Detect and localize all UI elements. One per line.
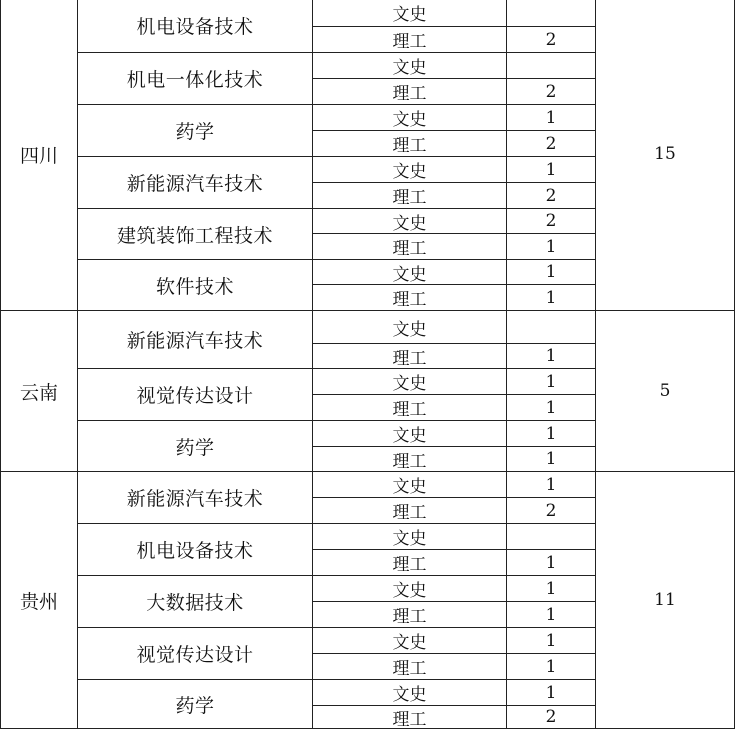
subject-type-cell-text: 文史 <box>392 529 427 549</box>
major-name-cell <box>78 209 313 260</box>
subject-type-cell <box>313 654 507 680</box>
subject-type-cell <box>313 550 507 576</box>
plan-count-cell <box>507 157 596 183</box>
province-name-cell <box>0 0 78 311</box>
plan-count-cell-text: 1 <box>545 474 557 495</box>
province-total-cell-text: 5 <box>659 381 671 401</box>
plan-count-cell <box>507 395 596 421</box>
subject-type-cell-text: 理工 <box>392 290 427 310</box>
subject-type-cell <box>313 260 507 285</box>
major-name-cell-text: 机电一体化技术 <box>126 69 264 91</box>
subject-type-cell <box>313 524 507 550</box>
plan-count-cell <box>507 421 596 447</box>
subject-type-cell-text: 文史 <box>392 685 427 705</box>
subject-type-cell <box>313 602 507 628</box>
plan-count-cell <box>507 311 596 344</box>
subject-type-cell-text: 理工 <box>392 709 427 730</box>
subject-type-cell <box>313 131 507 157</box>
plan-count-cell-text: 2 <box>545 133 557 154</box>
province-name-cell-text: 贵州 <box>19 590 58 613</box>
subject-type-cell-text: 文史 <box>392 581 427 601</box>
major-name-cell-text: 机电设备技术 <box>136 15 254 38</box>
subject-type-cell-text: 文史 <box>392 264 427 285</box>
subject-type-cell <box>313 395 507 421</box>
plan-count-cell-text: 1 <box>545 371 557 392</box>
subject-type-cell <box>313 344 507 369</box>
plan-count-cell <box>507 524 596 550</box>
major-name-cell <box>78 524 313 576</box>
major-name-cell <box>78 421 313 472</box>
plan-count-cell-text: 1 <box>545 107 557 128</box>
major-name-cell-text: 药学 <box>175 436 215 459</box>
subject-type-cell-text: 理工 <box>392 555 427 575</box>
major-name-cell-text: 新能源汽车技术 <box>126 330 264 352</box>
plan-count-cell-text: 1 <box>545 656 557 677</box>
subject-type-cell-text: 文史 <box>392 4 427 25</box>
plan-count-cell-text: 1 <box>545 236 557 257</box>
subject-type-cell <box>313 27 507 53</box>
plan-count-cell-text: 1 <box>545 423 557 444</box>
subject-type-cell-text: 理工 <box>392 84 427 104</box>
subject-type-cell-text: 文史 <box>392 58 427 78</box>
subject-type-cell <box>313 0 507 27</box>
plan-count-cell <box>507 472 596 498</box>
major-name-cell-text: 新能源汽车技术 <box>126 173 264 195</box>
province-total-cell-text: 15 <box>654 144 676 164</box>
major-name-cell-text: 机电设备技术 <box>136 540 254 562</box>
major-name-cell <box>78 576 313 628</box>
province-name-cell <box>0 311 78 472</box>
province-name-cell-text: 云南 <box>19 381 58 404</box>
subject-type-cell-text: 文史 <box>392 213 427 234</box>
plan-count-cell-text: 1 <box>545 552 557 573</box>
major-name-cell-text: 药学 <box>175 694 215 717</box>
major-name-cell-text: 视觉传达设计 <box>136 385 254 407</box>
plan-count-cell <box>507 344 596 369</box>
plan-count-cell <box>507 550 596 576</box>
major-name-cell <box>78 680 313 729</box>
subject-type-cell-text: 文史 <box>392 477 427 497</box>
plan-count-cell <box>507 260 596 285</box>
subject-type-cell <box>313 498 507 524</box>
subject-type-cell <box>313 369 507 395</box>
major-name-cell <box>78 0 313 53</box>
subject-type-cell <box>313 628 507 654</box>
subject-type-cell-text: 理工 <box>392 503 427 523</box>
plan-count-cell <box>507 105 596 131</box>
plan-count-cell-text: 1 <box>545 449 557 469</box>
plan-count-cell <box>507 680 596 706</box>
subject-type-cell-text: 理工 <box>392 451 427 472</box>
plan-count-cell <box>507 27 596 53</box>
province-total-cell <box>596 0 735 311</box>
plan-count-cell <box>507 706 596 729</box>
plan-count-cell <box>507 131 596 157</box>
plan-count-cell <box>507 53 596 79</box>
subject-type-cell <box>313 706 507 729</box>
major-name-cell-text: 大数据技术 <box>146 592 244 614</box>
plan-count-cell-text: 1 <box>545 287 557 308</box>
subject-type-cell <box>313 183 507 209</box>
subject-type-cell <box>313 311 507 344</box>
subject-type-cell-text: 文史 <box>392 426 427 446</box>
subject-type-cell <box>313 680 507 706</box>
subject-type-cell-text: 理工 <box>392 400 427 420</box>
plan-count-cell-text: 2 <box>545 500 557 521</box>
subject-type-cell-text: 文史 <box>392 633 427 653</box>
major-name-cell <box>78 53 313 105</box>
plan-count-cell <box>507 285 596 311</box>
subject-type-cell-text: 理工 <box>392 188 427 208</box>
plan-count-cell-text: 1 <box>545 262 557 282</box>
subject-type-cell <box>313 53 507 79</box>
plan-count-cell-text: 2 <box>545 707 557 727</box>
subject-type-cell <box>313 447 507 472</box>
major-name-cell-text: 药学 <box>175 121 215 143</box>
subject-type-cell <box>313 285 507 311</box>
province-total-cell <box>596 472 735 729</box>
major-name-cell-text: 建筑装饰工程技术 <box>116 224 273 247</box>
plan-count-cell-text: 1 <box>545 397 557 418</box>
subject-type-cell-text: 理工 <box>392 32 427 52</box>
subject-type-cell <box>313 234 507 260</box>
plan-count-cell <box>507 602 596 628</box>
subject-type-cell-text: 文史 <box>392 162 427 182</box>
subject-type-cell-text: 理工 <box>392 239 427 259</box>
plan-count-cell-text: 1 <box>545 578 557 599</box>
plan-count-cell <box>507 79 596 105</box>
subject-type-cell-text: 理工 <box>392 348 427 369</box>
major-name-cell <box>78 628 313 680</box>
major-name-cell <box>78 472 313 524</box>
plan-count-cell <box>507 209 596 234</box>
major-name-cell <box>78 260 313 311</box>
plan-count-cell-text: 1 <box>545 604 557 625</box>
plan-count-cell-text: 2 <box>545 29 557 50</box>
major-name-cell-text: 视觉传达设计 <box>136 644 254 666</box>
major-name-cell <box>78 157 313 209</box>
subject-type-cell <box>313 157 507 183</box>
major-name-cell <box>78 311 313 369</box>
plan-count-cell <box>507 183 596 209</box>
plan-count-cell-text: 1 <box>545 630 557 651</box>
province-name-cell-text: 四川 <box>19 144 58 167</box>
major-name-cell-text: 新能源汽车技术 <box>126 488 264 510</box>
major-name-cell <box>78 369 313 421</box>
plan-count-cell-text: 2 <box>545 185 557 206</box>
plan-count-cell-text: 1 <box>545 682 557 703</box>
plan-count-cell <box>507 628 596 654</box>
subject-type-cell-text: 理工 <box>392 136 427 156</box>
province-total-cell-text: 11 <box>654 590 676 610</box>
plan-count-cell <box>507 654 596 680</box>
subject-type-cell-text: 理工 <box>392 659 427 679</box>
subject-type-cell-text: 文史 <box>392 110 427 130</box>
major-name-cell <box>78 105 313 157</box>
subject-type-cell <box>313 79 507 105</box>
subject-type-cell <box>313 472 507 498</box>
plan-count-cell <box>507 369 596 395</box>
major-name-cell-text: 软件技术 <box>155 275 234 298</box>
subject-type-cell-text: 文史 <box>392 319 427 340</box>
plan-count-cell-text: 1 <box>545 159 557 180</box>
plan-count-cell-text: 1 <box>545 346 557 366</box>
subject-type-cell <box>313 105 507 131</box>
subject-type-cell-text: 理工 <box>392 607 427 627</box>
subject-type-cell <box>313 576 507 602</box>
province-name-cell <box>0 472 78 729</box>
plan-count-cell-text: 2 <box>545 211 557 231</box>
plan-count-cell <box>507 234 596 260</box>
plan-count-cell-text: 2 <box>545 81 557 102</box>
plan-count-cell <box>507 447 596 472</box>
plan-count-cell <box>507 498 596 524</box>
plan-count-cell <box>507 576 596 602</box>
province-total-cell <box>596 311 735 472</box>
plan-count-cell <box>507 0 596 27</box>
subject-type-cell-text: 文史 <box>392 374 427 394</box>
subject-type-cell <box>313 209 507 234</box>
subject-type-cell <box>313 421 507 447</box>
